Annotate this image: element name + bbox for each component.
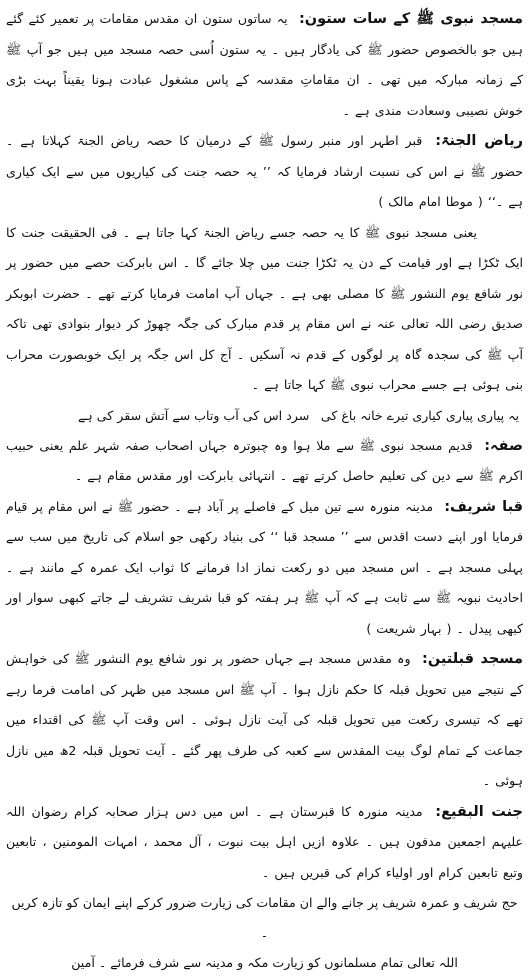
text-suffa: قدیم مسجد نبوی ﷺ سے ملا ہوا وہ چبوترہ جہاں اصحاب صفہ شہر علم یعنی حبیب اکرم ﷺ سے دین کی تعلیم حاصل کرتے تھے ۔ انتہائی بابرکت اور مقدس مقام ہے ۔	[6, 437, 523, 483]
text-riyaz-2: یعنی مسجد نبوی ﷺ کا یہ حصہ جسے ریاض الجنۃ کہا جاتا ہے ۔ فی الحقیقت جنت کا ایک ٹکڑا ہے اور قیامت کے دن یہ ٹکڑا جنت میں چلا جائے گا ۔ اس بابرکت حصے میں حضور پر نور شافع یوم النشور ﷺ کا مصلی بھی ہے ۔ جہاں آپ امامت فرمایا کرتے تھے ۔ حضرت ابوبکر صدیق رضی اللہ تعالی عنہ نے اس مقام پر قدم مبارک کی جگہ چھوڑ کر دیوار بنوادی تھی تاکہ آپ ﷺ کی سجدہ گاہ پر لوگوں کے قدم نہ آسکیں ۔ آج کل اس جگہ پر ایک خوبصورت محراب بنی ہوئی ہے جسے محراب نبوی ﷺ کہا جاتا ہے ۔	[6, 224, 523, 392]
heading-riyaz: ریاض الجنۃ:	[435, 133, 524, 149]
heading-sutoon: مسجد نبوی ﷺ کے سات ستون:	[298, 11, 523, 27]
section-quba	[6, 492, 523, 645]
document-page	[6, 4, 524, 970]
section-qiblatain	[6, 644, 523, 797]
closing-line-1: حج شریف و عمرہ شریف پر جانے والے ان مقامات کی زیارت ضرور کرکے اپنے ایمان کو تازہ کریں ۔	[11, 895, 518, 940]
section-baqee	[6, 797, 523, 889]
text-riyaz-1: قبر اطہر اور منبر رسول ﷺ کے درمیان کا حصہ ریاض الجنۃ کہلاتا ہے ۔ حضور ﷺ نے اس کی نسبت ارشاد فرمایا کہ ’’ یہ حصہ جنت کی کیاریوں میں سے ایک کیاری ہے ۔‘‘ ( موطا امام مالک )	[6, 133, 523, 209]
section-sutoon	[6, 4, 523, 126]
text-sutoon: یہ ساتوں ستون ان مقدس مقامات پر تعمیر کئے گئے ہیں جو بالخصوص حضور ﷺ کی یادگار ہیں ۔ یہ ستون اُسی حصہ مسجد میں ہیں جو آپ ﷺ کے زمانہ مبارکہ میں تھی ۔ ان مقاماتِ مقدسہ کے پاس مشغول عبادت ہونا یقیناً بہت بڑی خوش نصیبی وسعادت مندی ہے ۔	[6, 11, 523, 118]
section-riyaz	[6, 126, 523, 218]
section-suffa	[6, 431, 523, 492]
verse-right: یہ پیاری پیاری کیاری تیرے خانہ باغ کی	[320, 407, 519, 423]
poetry-couplet	[6, 401, 523, 431]
heading-baqee: جنت البقیع:	[435, 803, 523, 820]
heading-suffa: صفہ:	[484, 437, 523, 454]
text-baqee: مدینہ منورہ کا قبرستان ہے ۔ اس میں دس ہزار صحابہ کرام رضوان اللہ علیہم اجمعین مدفون ہیں ۔ علاوہ ازیں اہل بیت نبوت ، آل محمد ، امہات المومنین ، تابعین وتبع تابعین کرام اور اولیاء کرام کی قبریں ہیں ۔	[6, 803, 523, 880]
heading-quba: قبا شریف:	[444, 498, 524, 515]
text-qiblatain: وہ مقدس مسجد ہے جہاں حضور پر نور شافع یوم النشور ﷺ کی خواہش کے نتیجے میں تحویل قبلہ کا حکم نازل ہوا ۔ آپ ﷺ اس مسجد میں ظہر کی امامت فرما رہے تھے کہ تیسری رکعت میں تحویل قبلہ کی آیت نازل ہوئی ۔ اس وقت آپ ﷺ کی اقتداء میں جماعت کے تمام لوگ بیت المقدس سے کعبہ کی طرف پھر گئے ۔ آیت تحویل قبلہ 2ھ میں نازل ہوئی ۔	[6, 651, 523, 788]
heading-qiblatain: مسجد قبلتین:	[422, 651, 523, 667]
closing-line-2: اللہ تعالی تمام مسلمانوں کو زیارت مکہ و مدینہ سے شرف فرمائے ۔ آمین	[71, 955, 458, 970]
verse-left: سرد اس کی آب وتاب سے آتش سقر کی ہے	[78, 407, 310, 423]
text-quba: مدینہ منورہ سے تین میل کے فاصلے پر آباد ہے ۔ حضور ﷺ نے اس مقام پر قیام فرمایا اور اپنے دست اقدس سے ’’ مسجد قبا ‘‘ کی بنیاد رکھی جو اسلام کی تاریخ میں سب سے پہلی مسجد ہے ۔ اس مسجد میں دو رکعت نماز ادا فرمانے کا ثواب ایک عمرہ کے مانند ہے ۔ احادیث نبویہ ﷺ سے ثابت ہے کہ آپ ﷺ ہر ہفتہ کو قبا شریف تشریف لے جاتے کبھی سوار اور کبھی پیدل ۔ ( بہار شریعت )	[6, 498, 523, 636]
section-riyaz-continued	[6, 218, 523, 401]
